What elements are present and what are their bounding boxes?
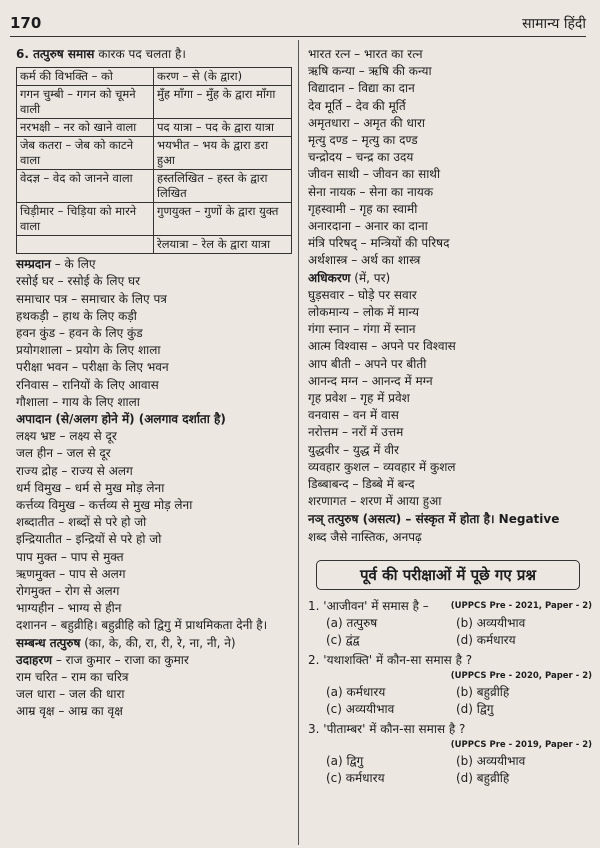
- column-divider: [298, 40, 299, 845]
- option-grid: [326, 615, 592, 649]
- option-grid: [326, 753, 592, 787]
- list-item: [308, 166, 592, 183]
- answer-option: (b) बहुव्रीहि: [456, 684, 510, 699]
- item-text: समाचार पत्र – समाचार के लिए पत्र: [16, 291, 167, 306]
- list-item: [16, 583, 292, 600]
- question-row: [308, 721, 592, 738]
- item-text: जल हीन – जल से दूर: [16, 446, 111, 461]
- item-heading: अपादान (से/अलग होने में) (अलगाव दर्शाता है): [16, 412, 226, 427]
- table-cell: नरभक्षी – नर को खाने वाला: [17, 119, 154, 137]
- table-cell: गगन चुम्बी – गगन को चूमने वाली: [17, 86, 154, 119]
- list-item: [308, 132, 592, 149]
- answer-option: (d) द्विगु: [456, 701, 494, 716]
- karak-table: [16, 67, 292, 254]
- section-intro: 6. तत्पुरुष समास कारक पद चलता है।: [16, 47, 186, 61]
- item-text: – के लिए: [50, 257, 96, 272]
- left-example-list: [16, 256, 292, 720]
- list-item: [16, 600, 292, 617]
- question-item: [308, 721, 592, 787]
- item-text: आप बीती – अपने पर बीती: [308, 356, 427, 371]
- item-text: (में, पर): [350, 270, 391, 285]
- question-row: [308, 598, 592, 615]
- page-number: 170: [10, 14, 42, 32]
- list-item: [308, 338, 592, 355]
- list-item: [16, 480, 292, 497]
- item-text: जल धारा – जल की धारा: [16, 687, 125, 702]
- item-text: अनारदाना – अनार का दाना: [308, 219, 428, 234]
- list-item: [16, 549, 292, 566]
- item-text: गृह प्रवेश – गृह में प्रवेश: [308, 391, 410, 406]
- list-item: [16, 256, 292, 273]
- list-item: [16, 377, 292, 394]
- table-header: कर्म की विभक्ति – को: [17, 68, 154, 86]
- item-text: (का, के, की, रा, री, रे, ना, नी, ने): [80, 635, 236, 650]
- item-text: गृहस्वामी – गृह का स्वामी: [308, 201, 418, 216]
- item-text: नरोत्तम – नरों में उत्तम: [308, 425, 404, 440]
- nay-tatpurush-heading: नञ् तत्पुरुष (असत्य) – संस्कृत में होता है। Negative: [308, 512, 560, 527]
- list-item: [16, 394, 292, 411]
- table-cell: मुँह माँगा – मुँह के द्वारा माँगा: [154, 86, 292, 119]
- list-item: [308, 201, 592, 218]
- left-column: [16, 46, 292, 721]
- item-text: राज्य द्रोह – राज्य से अलग: [16, 463, 133, 478]
- list-item: [308, 407, 592, 424]
- list-item: [308, 46, 592, 63]
- answer-option: (b) अव्ययीभाव: [456, 615, 526, 630]
- item-text: पाप मुक्त – पाप से मुक्त: [16, 549, 124, 564]
- question-list: [308, 598, 592, 787]
- item-heading: अधिकरण: [308, 270, 351, 285]
- item-text: ऋषि कन्या – ऋषि की कन्या: [308, 64, 432, 79]
- answer-option: (c) द्वंद्व: [326, 632, 360, 647]
- answer-option: (a) तत्पुरुष: [326, 615, 378, 630]
- table-cell: भयभीत – भय के द्वारा डरा हुआ: [154, 137, 292, 170]
- table-row: [17, 170, 292, 203]
- list-item: [16, 359, 292, 376]
- table-cell: [17, 236, 154, 254]
- table-row: [17, 137, 292, 170]
- list-item: [308, 235, 592, 252]
- item-text: रनिवास – रानियों के लिए आवास: [16, 377, 159, 392]
- list-item: [308, 493, 592, 510]
- item-text: इन्द्रियातीत – इन्द्रियों से परे हो जो: [16, 532, 162, 547]
- item-text: डिब्बाबन्द – डिब्बे में बन्द: [308, 477, 415, 492]
- item-text: वनवास – वन में वास: [308, 408, 399, 423]
- list-item: [16, 342, 292, 359]
- table-cell: हस्तलिखित – हस्त के द्वारा लिखित: [154, 170, 292, 203]
- item-text: विद्यादान – विद्या का दान: [308, 81, 415, 96]
- item-text: भारत रत्न – भारत का रत्न: [308, 47, 423, 61]
- list-item: [16, 411, 292, 428]
- list-item: [16, 531, 292, 548]
- list-item: [308, 459, 592, 476]
- item-text: मंत्रि परिषद् – मन्त्रियों की परिषद: [308, 236, 450, 251]
- item-text: रोगमुक्त – रोग से अलग: [16, 584, 120, 599]
- item-text: युद्धवीर – युद्ध में वीर: [308, 442, 399, 457]
- question-item: [308, 652, 592, 718]
- item-text: लक्ष्य भ्रष्ट – लक्ष्य से दूर: [16, 429, 117, 444]
- list-item: [308, 373, 592, 390]
- question-row: [308, 652, 592, 669]
- list-item: [308, 80, 592, 97]
- item-text: दशानन – बहुव्रीहि। बहुव्रीहि को द्विगु में प्राथमिकता देनी है।: [16, 618, 268, 633]
- list-item: [16, 703, 292, 720]
- list-item: [16, 686, 292, 703]
- item-text: सेना नायक – सेना का नायक: [308, 184, 434, 199]
- list-item: [16, 566, 292, 583]
- item-heading: उदाहरण: [16, 652, 53, 667]
- list-item: [308, 115, 592, 132]
- item-text: प्रयोगशाला – प्रयोग के लिए शाला: [16, 343, 161, 358]
- item-text: – राज कुमार – राजा का कुमार: [52, 652, 189, 667]
- table-cell: गुणयुक्त – गुणों के द्वारा युक्त: [154, 203, 292, 236]
- item-text: चन्द्रोदय – चन्द्र का उदय: [308, 150, 414, 165]
- list-item: [16, 428, 292, 445]
- item-text: परीक्षा भवन – परीक्षा के लिए भवन: [16, 360, 169, 375]
- list-item: [308, 149, 592, 166]
- item-text: लोकमान्य – लोक में मान्य: [308, 305, 419, 320]
- table-cell: पद यात्रा – पद के द्वारा यात्रा: [154, 119, 292, 137]
- item-text: शरणागत – शरण में आया हुआ: [308, 494, 442, 509]
- question-source: (UPPCS Pre - 2020, Paper - 2): [450, 670, 592, 681]
- list-item: [16, 617, 292, 634]
- item-text: मृत्यु दण्ड – मृत्यु का दण्ड: [308, 133, 418, 148]
- table-row: [17, 203, 292, 236]
- item-text: गंगा स्नान – गंगा में स्नान: [308, 322, 416, 337]
- answer-option: (a) कर्मधारय: [326, 684, 386, 699]
- list-item: [16, 463, 292, 480]
- item-text: घुड़सवार – घोड़े पर सवार: [308, 287, 417, 302]
- item-heading: सम्प्रदान: [16, 257, 51, 272]
- item-text: आत्म विश्वास – अपने पर विश्वास: [308, 339, 456, 354]
- list-item: [308, 63, 592, 80]
- item-text: व्यवहार कुशल – व्यवहार में कुशल: [308, 459, 456, 474]
- list-item: [16, 273, 292, 290]
- list-item: [16, 445, 292, 462]
- table-cell: चिड़ीमार – चिड़िया को मारने वाला: [17, 203, 154, 236]
- table-cell: जेब कतरा – जेब को काटने वाला: [17, 137, 154, 170]
- item-text: शब्दातीत – शब्दों से परे हो जो: [16, 515, 147, 530]
- list-item: [308, 442, 592, 459]
- list-item: [308, 304, 592, 321]
- question-text: 2. 'यथाशक्ति' में कौन-सा समास है ?: [308, 652, 473, 667]
- list-item: [308, 321, 592, 338]
- list-item: [16, 669, 292, 686]
- item-text: हथकड़ी – हाथ के लिए कड़ी: [16, 308, 137, 323]
- table-cell: रेलयात्रा – रेल के द्वारा यात्रा: [154, 236, 292, 254]
- list-item: [308, 476, 592, 493]
- item-text: अमृतधारा – अमृत की धारा: [308, 115, 425, 130]
- answer-option: (c) अव्ययीभाव: [326, 701, 395, 716]
- right-column: [308, 46, 592, 790]
- table-header: करण – से (के द्वारा): [154, 68, 292, 86]
- list-item: [16, 497, 292, 514]
- item-text: देव मूर्ति – देव की मूर्ति: [308, 98, 406, 113]
- item-text: राम चरित – राम का चरित्र: [16, 670, 129, 685]
- page-header: [10, 10, 586, 37]
- questions-title-box: [316, 560, 580, 590]
- list-item: [308, 356, 592, 373]
- list-item: [16, 635, 292, 652]
- item-text: ऋणमुक्त – पाप से अलग: [16, 566, 126, 581]
- item-text: धर्म विमुख – धर्म से मुख मोड़ लेना: [16, 480, 165, 495]
- item-text: आनन्द मग्न – आनन्द में मग्न: [308, 373, 433, 388]
- table-row: [17, 119, 292, 137]
- question-source: (UPPCS Pre - 2019, Paper - 2): [450, 739, 592, 750]
- option-grid: [326, 684, 592, 718]
- list-item: [308, 287, 592, 304]
- list-item: [16, 291, 292, 308]
- list-item: [16, 308, 292, 325]
- list-item: [308, 390, 592, 407]
- item-text: अर्थशास्त्र – अर्थ का शास्त्र: [308, 253, 421, 268]
- item-text: जीवन साथी – जीवन का साथी: [308, 167, 441, 182]
- list-item: [308, 424, 592, 441]
- item-text: रसोई घर – रसोई के लिए घर: [16, 274, 141, 289]
- right-example-list: [308, 46, 592, 510]
- item-text: कर्त्तव्य विमुख – कर्त्तव्य से मुख मोड़ लेना: [16, 498, 193, 513]
- item-text: गौशाला – गाय के लिए शाला: [16, 394, 140, 409]
- question-text: 1. 'आजीवन' में समास है –: [308, 598, 429, 613]
- list-item: [308, 252, 592, 269]
- list-item: [16, 514, 292, 531]
- question-item: [308, 598, 592, 649]
- item-text: आम्र वृक्ष – आम्र का वृक्ष: [16, 704, 123, 719]
- item-text: हवन कुंड – हवन के लिए कुंड: [16, 326, 143, 341]
- table-cell: वेदज्ञ – वेद को जानने वाला: [17, 170, 154, 203]
- question-source: (UPPCS Pre - 2021, Paper - 2): [450, 600, 592, 611]
- list-item: [308, 184, 592, 201]
- answer-option: (c) कर्मधारय: [326, 770, 385, 785]
- question-text: 3. 'पीताम्बर' में कौन-सा समास है ?: [308, 721, 466, 736]
- answer-option: (b) अव्ययीभाव: [456, 753, 526, 768]
- nay-tatpurush-text: शब्द जैसे नास्तिक, अनपढ़: [308, 529, 422, 544]
- list-item: [308, 218, 592, 235]
- answer-option: (d) कर्मधारय: [456, 632, 516, 647]
- answer-option: (a) द्विगु: [326, 753, 364, 768]
- item-text: भाग्यहीन – भाग्य से हीन: [16, 601, 122, 616]
- table-row: [17, 236, 292, 254]
- running-title: सामान्य हिंदी: [522, 15, 586, 32]
- table-row: [17, 86, 292, 119]
- list-item: [16, 325, 292, 342]
- item-heading: सम्बन्ध तत्पुरुष: [16, 635, 81, 650]
- list-item: [308, 98, 592, 115]
- answer-option: (d) बहुव्रीहि: [456, 770, 510, 785]
- list-item: [308, 270, 592, 287]
- questions-title: पूर्व की परीक्षाओं में पूछे गए प्रश्न: [360, 565, 536, 584]
- list-item: [16, 652, 292, 669]
